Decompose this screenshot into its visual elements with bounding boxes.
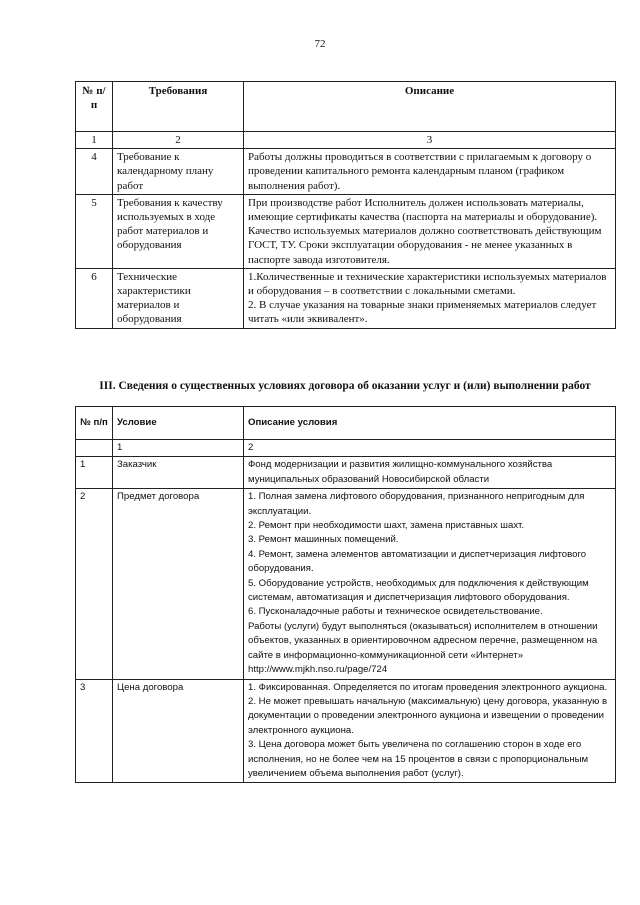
description-line: 4. Ремонт, замена элементов автоматизации и диспетчеризация лифтового оборудования. [248, 548, 587, 575]
column-number: 2 [244, 440, 616, 457]
header-requirements: Требования [113, 82, 244, 132]
table-row [76, 194, 616, 268]
description-line: 3. Цена договора может быть увеличена по соглашению сторон в ходе его исполнения, но не более чем на 15 процентов в связи с пропорциональным увеличением объема выполнения работ (услуг). [248, 739, 589, 779]
description-line: 1. Полная замена лифтового оборудования, признанного непригодным для эксплуатации. [248, 491, 585, 517]
description-line: Фонд модернизации и развития жилищно-коммунального хозяйства муниципальных образований Новосибирской области [248, 459, 553, 485]
description-line: 2. Ремонт при необходимости шахт, замена приставных шахт. [248, 520, 525, 532]
description-cell [244, 679, 616, 783]
column-number [76, 440, 113, 457]
description-line: 3. Ремонт машинных помещений. [248, 534, 399, 546]
description-cell [244, 457, 616, 489]
row-number: 3 [76, 679, 113, 783]
section-heading: III. Сведения о существенных условиях договора об оказании услуг и (или) выполнении работ [99, 380, 591, 392]
description-cell [244, 489, 616, 679]
header-condition: Условие [113, 407, 244, 440]
description-line: 2. В случае указания на товарные знаки применяемых материалов следует читать «или эквивалент». [248, 299, 597, 326]
requirement-cell: Требования к качеству используемых в ходе работ материалов и оборудования [113, 194, 244, 268]
header-description: Описание [244, 82, 616, 132]
table-row [76, 149, 616, 195]
description-line: Работы (услуги) будут выполняться (оказываться) исполнителем в отношении объектов, указанных в ориентировочном адресном перечне, размещенном на сайте в информационно-коммуникационной сети «Интернет» http://www.mjkh.nso.ru/page/724 [248, 620, 598, 676]
row-number: 2 [76, 489, 113, 679]
column-number: 3 [244, 132, 616, 149]
contract-conditions-table [75, 406, 616, 783]
description-line: 1. Фиксированная. Определяется по итогам проведения электронного аукциона. [248, 681, 608, 693]
description-cell [244, 149, 616, 195]
page-number: 72 [314, 38, 326, 50]
table-row [76, 457, 616, 489]
table-row [76, 268, 616, 328]
condition-cell: Предмет договора [113, 489, 244, 679]
row-number: 5 [76, 194, 113, 268]
column-number: 2 [113, 132, 244, 149]
description-cell [244, 268, 616, 328]
header-number: № п/п [76, 407, 113, 440]
description-line: 5. Оборудование устройств, необходимых для подключения к действующим системам, автоматизация и диспетчеризация лифтового оборудования. [248, 577, 589, 604]
table-header-row [76, 82, 616, 132]
description-line: 2. Не может превышать начальную (максимальную) цену договора, указанную в документации о проведении электронного аукциона и извещении о проведении электронного аукциона. [248, 695, 608, 736]
header-condition-description: Описание условия [244, 407, 616, 440]
table-header-row [76, 407, 616, 440]
column-numbering-row [76, 132, 616, 149]
description-cell [244, 194, 616, 268]
description-line: Работы должны проводиться в соответствии с прилагаемым к договору о проведении капитального ремонта календарным планом (графиком выполнения работ). [248, 151, 592, 192]
condition-cell: Цена договора [113, 679, 244, 783]
row-number: 1 [76, 457, 113, 489]
description-line: 6. Пусконаладочные работы и техническое освидетельствование. [248, 606, 543, 618]
condition-cell: Заказчик [113, 457, 244, 489]
column-number: 1 [113, 440, 244, 457]
requirement-cell: Требование к календарному плану работ [113, 149, 244, 195]
row-number: 6 [76, 268, 113, 328]
description-line: 1.Количественные и технические характеристики используемых материалов и оборудования – в соответствии с локальными сметами. [248, 270, 607, 298]
column-numbering-row [76, 440, 616, 457]
requirements-table [75, 81, 616, 329]
table-row [76, 679, 616, 783]
column-number: 1 [76, 132, 113, 149]
requirement-cell: Технические характеристики материалов и оборудования [113, 268, 244, 328]
header-number: № п/п [76, 82, 113, 132]
description-line: При производстве работ Исполнитель должен использовать материалы, имеющие сертификаты качества (паспорта на материалы и оборудование). Качество используемых материалов должно соответствовать действующим ГОСТ, ТУ. Сроки эксплуатации оборудования - не менее указанных в паспорте завода изготовителя. [248, 196, 602, 266]
row-number: 4 [76, 149, 113, 195]
table-row [76, 489, 616, 679]
